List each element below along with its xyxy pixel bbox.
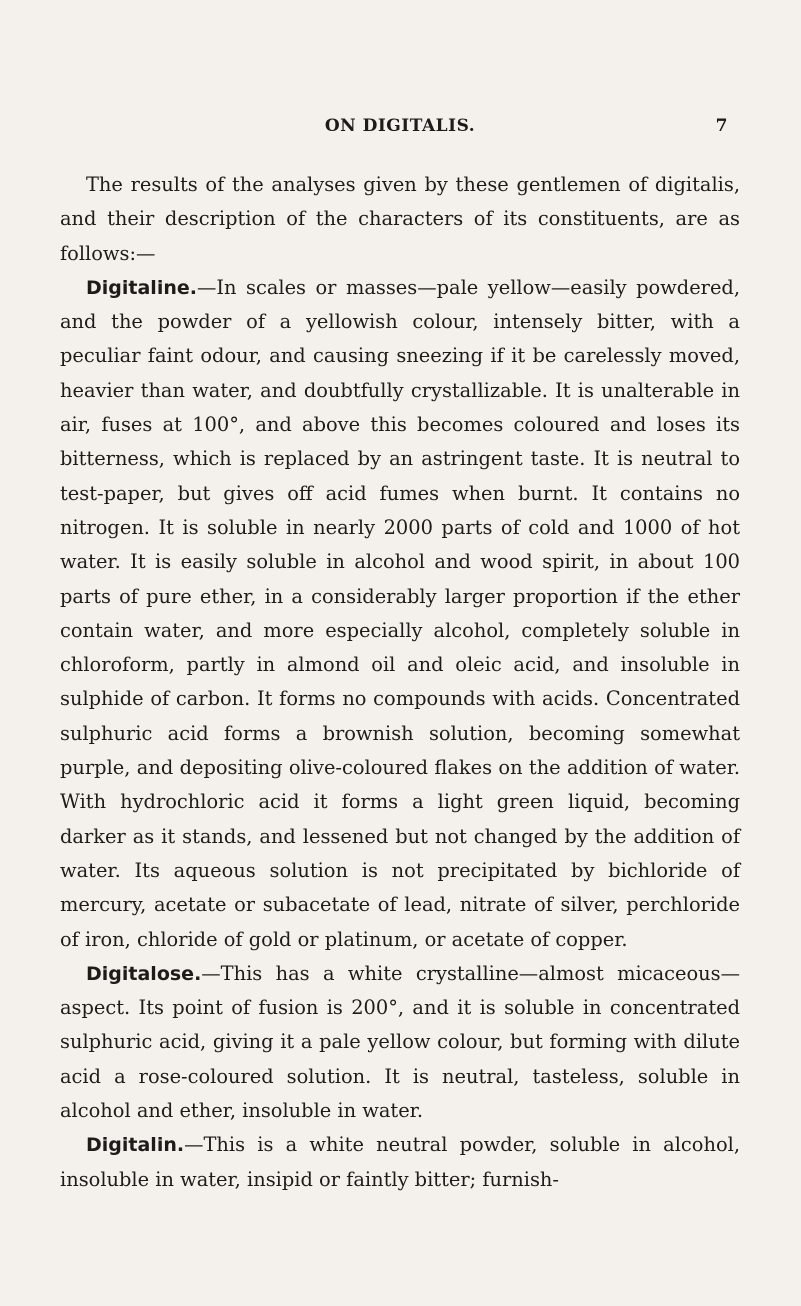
digitalin-heading: Digitalin.: [86, 1134, 185, 1157]
running-title: ON DIGITALIS.: [324, 116, 476, 136]
body-text: [60, 168, 740, 1197]
digitalin-paragraph: [60, 1128, 740, 1197]
digitalin-text: —This is a white neutral powder, soluble in alcohol, insoluble in water, insipid or faintly bitter; furnish-: [60, 1133, 740, 1191]
intro-paragraph: The results of the analyses given by these gentlemen of digitalis, and their description of the characters of its constituents, are as follows:—: [60, 173, 740, 265]
digitaline-heading: Digitaline.: [86, 276, 197, 299]
page-number: 7: [715, 116, 728, 136]
digitalose-paragraph: [60, 957, 740, 1128]
digitalose-heading: Digitalose.: [86, 962, 202, 985]
digitalose-text: —This has a white crystalline—almost micaceous—aspect. Its point of fusion is 200°, and it is soluble in concentrated sulphuric acid, giving it a pale yellow colour, but forming with dilute acid a rose-coloured solution. It is neutral, tasteless, soluble in alcohol and ether, insoluble in water.: [60, 961, 740, 1123]
digitaline-text: —In scales or masses—pale yellow—easily powdered, and the powder of a yellowish colour, intensely bitter, with a peculiar faint odour, and causing sneezing if it be carelessly moved, heavier than water, and doubtfully crystallizable. It is unalterable in air, fuses at 100°, and above this becomes coloured and loses its bitterness, which is replaced by an astringent taste. It is neutral to test-paper, but gives off acid fumes when burnt. It contains no nitrogen. It is soluble in nearly 2000 parts of cold and 1000 of hot water. It is easily soluble in alcohol and wood spirit, in about 100 parts of pure ether, in a considerably larger proportion if the ether contain water, and more especially alcohol, completely soluble in chloroform, partly in almond oil and oleic acid, and insoluble in sulphide of carbon. It forms no compounds with acids. Concentrated sulphuric acid forms a brownish solution, becoming somewhat purple, and depositing olive-coloured flakes on the addition of water. With hydrochloric acid it forms a light green liquid, becoming darker as it stands, and lessened but not changed by the addition of water. Its aqueous solution is not precipitated by bichloride of mercury, acetate or subacetate of lead, nitrate of silver, perchloride of iron, chloride of gold or platinum, or acetate of copper.: [60, 275, 740, 951]
running-head: [70, 116, 730, 140]
digitaline-paragraph: [60, 271, 740, 957]
